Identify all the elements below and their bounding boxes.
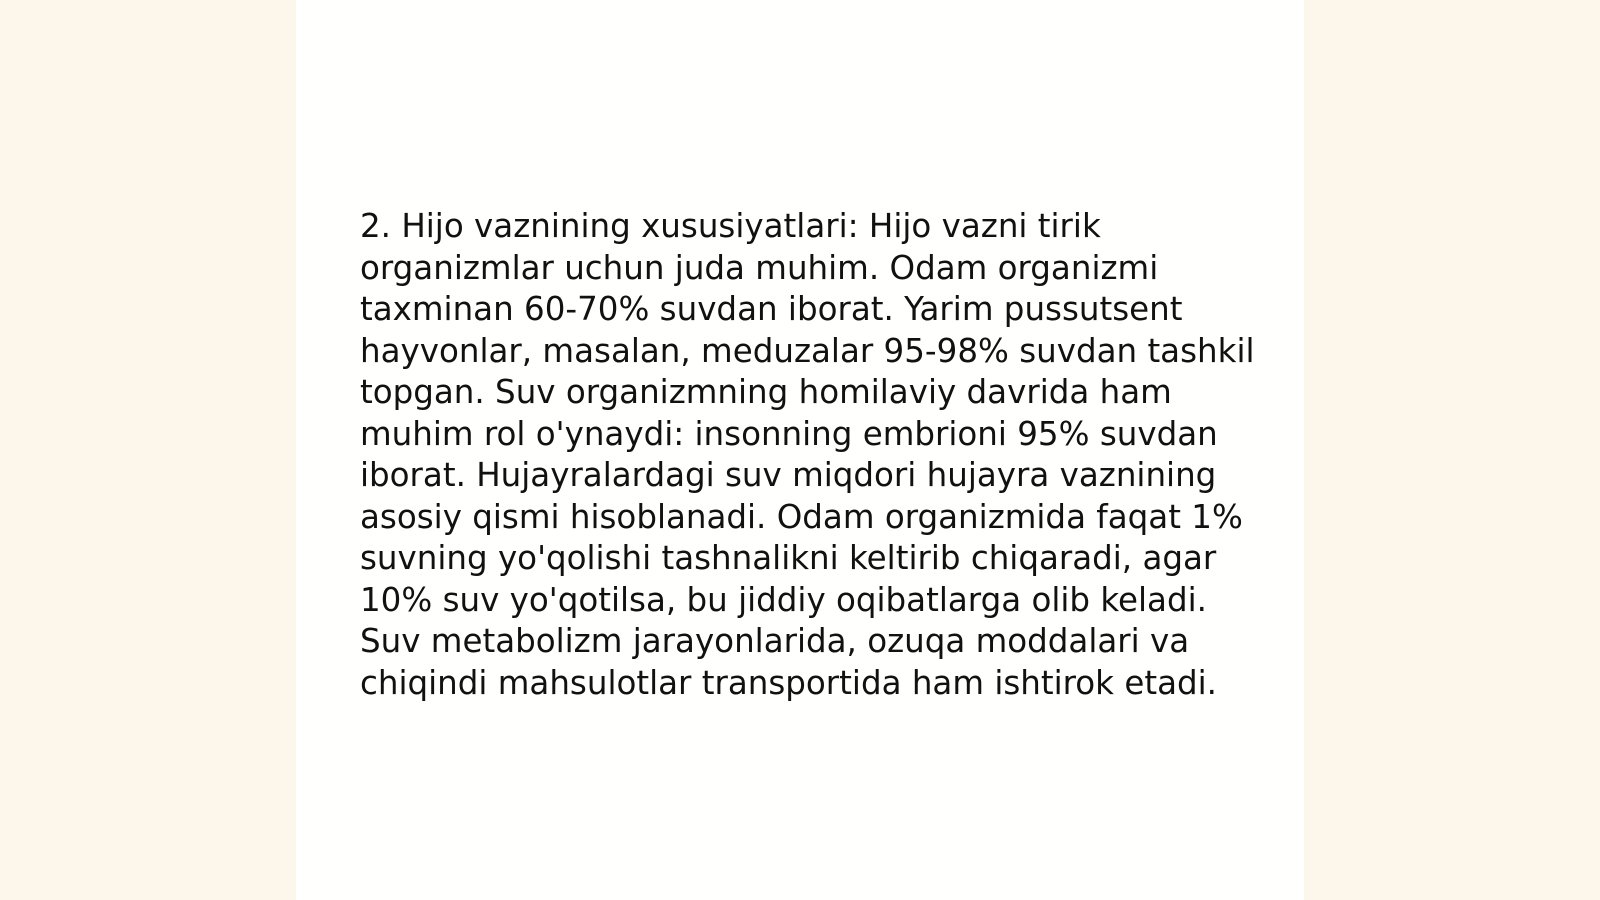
text-line: Suv metabolizm jarayonlarida, ozuqa moddalari va: [360, 622, 1190, 660]
text-line: suvning yo'qolishi tashnalikni keltirib chiqaradi, agar: [360, 539, 1217, 577]
text-line: 10% suv yo'qotilsa, bu jiddiy oqibatlarga olib keladi.: [360, 580, 1207, 619]
text-line: muhim rol o'ynaydi: insonning embrioni 95% suvdan: [360, 414, 1218, 453]
text-line: iborat. Hujayralardagi suv miqdori hujayra vaznining: [360, 456, 1217, 494]
text-line: 2. Hijo vaznining xususiyatlari: Hijo vazni tirik: [360, 207, 1101, 245]
text-line: hayvonlar, masalan, meduzalar 95-98% suvdan tashkil: [360, 331, 1255, 370]
left-margin: [0, 0, 296, 900]
slide-body-text: [360, 206, 1260, 704]
slide: [296, 0, 1318, 900]
text-line: organizmlar uchun juda muhim. Odam organizmi: [360, 248, 1159, 287]
text-line: chiqindi mahsulotlar transportida ham ishtirok etadi.: [360, 663, 1217, 702]
text-line: topgan. Suv organizmning homilaviy davrida ham: [360, 373, 1172, 411]
text-line: asosiy qismi hisoblanadi. Odam organizmida faqat 1%: [360, 497, 1243, 536]
text-line: taxminan 60-70% suvdan iborat. Yarim pussutsent: [360, 290, 1183, 328]
right-margin: [1304, 0, 1600, 900]
